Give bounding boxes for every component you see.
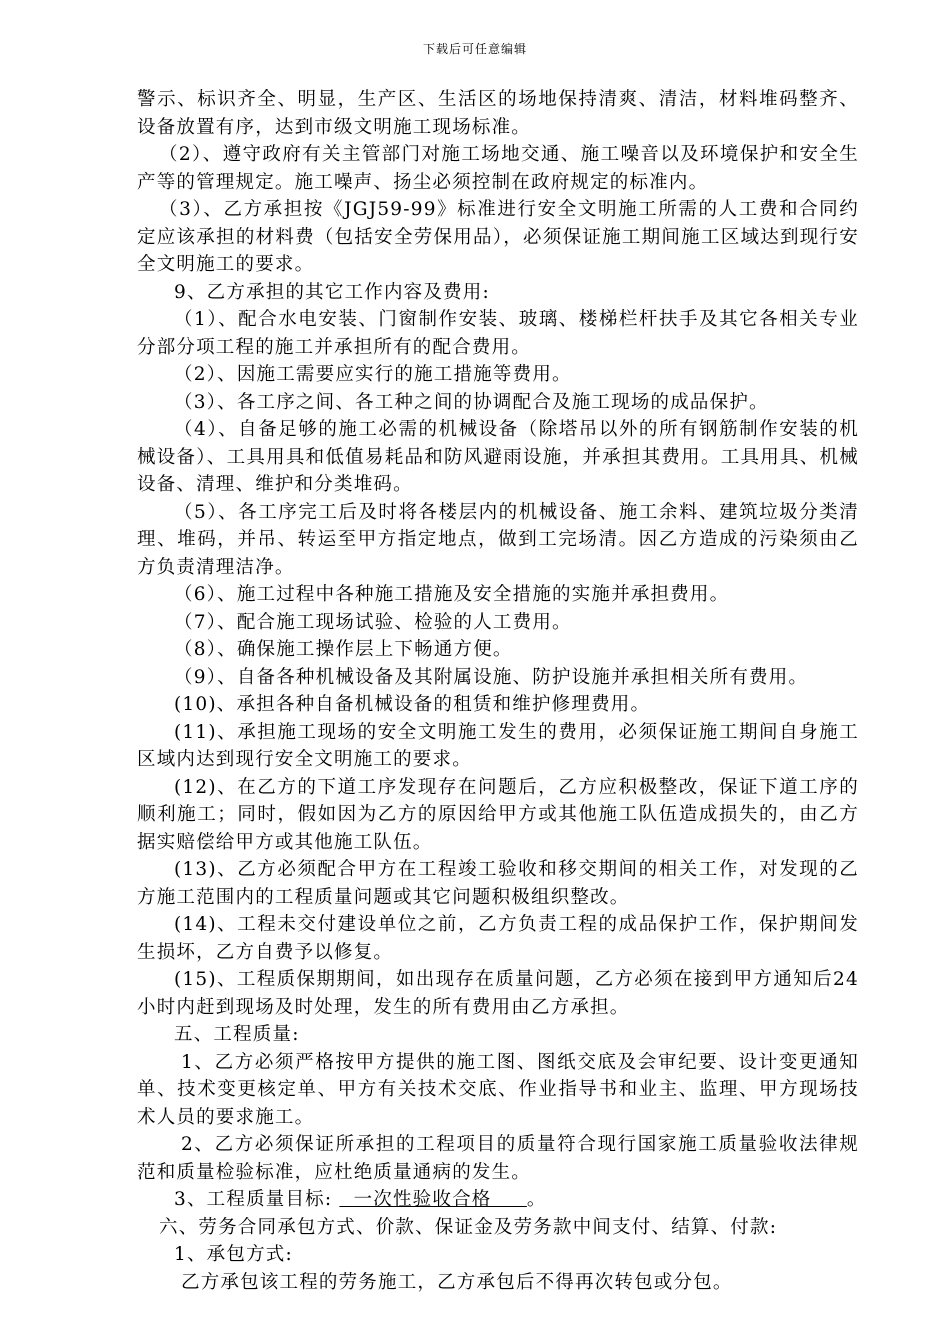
- quality-target-value: [339, 1189, 526, 1210]
- paragraph: （4）、自备足够的施工必需的机械设备（除塔吊以外的所有钢筋制作安装的机械设备）、工具用具和低值易耗品和防风避雨设施，并承担其费用。工具用具、机械设备、清理、维护和分类堆码。: [137, 419, 859, 495]
- paragraph: （3）、各工序之间、各工种之间的协调配合及施工现场的成品保护。: [174, 391, 769, 413]
- paragraph: （3）、乙方承担按《JGJ59-99》标准进行安全文明施工所需的人工费和合同约定应该承担的材料费（包括安全劳保用品），必须保证施工期间施工区域达到现行安全文明施工的要求。: [137, 199, 859, 275]
- paragraph: （8）、确保施工操作层上下畅通方便。: [174, 639, 513, 660]
- quality-target-end: 。: [526, 1189, 547, 1210]
- paragraph: (12)、在乙方的下道工序发现存在问题后，乙方应积极整改，保证下道工序的顺利施工；同时，假如因为乙方的原因给甲方或其他施工队伍造成损失的，由乙方据实赔偿给甲方或其他施工队伍。: [137, 776, 859, 853]
- paragraph: 乙方承包该工程的劳务施工，乙方承包后不得再次转包或分包。: [181, 1271, 733, 1293]
- paragraph: 1、乙方必须严格按甲方提供的施工图、图纸交底及会审纪要、设计变更通知单、技术变更核定单、甲方有关技术交底、作业指导书和业主、监理、甲方现场技术人员的要求施工。: [137, 1051, 859, 1128]
- paragraph: 1、承包方式:: [174, 1244, 293, 1265]
- page-header: 下载后可任意编辑: [422, 42, 527, 56]
- paragraphs-after: [137, 1214, 859, 1297]
- paragraph: (11)、承担施工现场的安全文明施工发生的费用，必须保证施工期间自身施工区域内达到现行安全文明施工的要求。: [137, 721, 859, 770]
- paragraph: (10)、承担各种自备机械设备的租赁和维护修理费用。: [174, 694, 651, 715]
- paragraph: 五、工程质量:: [174, 1024, 300, 1045]
- quality-target-label: 3、工程质量目标:: [174, 1189, 333, 1210]
- document-body: [137, 86, 859, 1296]
- quality-target-line: [137, 1186, 859, 1214]
- paragraph: （2）、遵守政府有关主管部门对施工场地交通、施工噪音以及环境保护和安全生产等的管理规定。施工噪声、扬尘必须控制在政府规定的标准内。: [137, 144, 859, 193]
- paragraph: （5）、各工序完工后及时将各楼层内的机械设备、施工余料、建筑垃圾分类清理、堆码，并吊、转运至甲方指定地点，做到工完场清。因乙方造成的污染须由乙方负责清理洁净。: [137, 501, 859, 578]
- paragraph: （9）、自备各种机械设备及其附属设施、防护设施并承担相关所有费用。: [174, 666, 809, 688]
- paragraph: (14)、工程未交付建设单位之前，乙方负责工程的成品保护工作，保护期间发生损坏，乙方自费予以修复。: [137, 914, 859, 963]
- paragraph: （6）、施工过程中各种施工措施及安全措施的实施并承担费用。: [174, 584, 730, 605]
- paragraph: (15)、工程质保期期间，如出现存在质量问题，乙方必须在接到甲方通知后24小时内赶到现场及时处理，发生的所有费用由乙方承担。: [137, 969, 859, 1018]
- paragraph: 2、乙方必须保证所承担的工程项目的质量符合现行国家施工质量验收法律规范和质量检验标准，应杜绝质量通病的发生。: [137, 1134, 859, 1183]
- paragraph: 六、劳务合同承包方式、价款、保证金及劳务款中间支付、结算、付款:: [159, 1216, 778, 1238]
- quality-target-value-text: 一次性验收合格: [353, 1189, 492, 1210]
- paragraph: （2）、因施工需要应实行的施工措施等费用。: [174, 364, 572, 385]
- paragraphs-before: [137, 86, 859, 1186]
- paragraph: 9、乙方承担的其它工作内容及费用:: [174, 281, 490, 303]
- paragraph: （7）、配合施工现场试验、检验的人工费用。: [174, 611, 572, 633]
- paragraph: (13)、乙方必须配合甲方在工程竣工验收和移交期间的相关工作，对发现的乙方施工范围内的工程质量问题或其它问题积极组织整改。: [137, 859, 859, 908]
- paragraph: （1）、配合水电安装、门窗制作安装、玻璃、楼梯栏杆扶手及其它各相关专业分部分项工程的施工并承担所有的配合费用。: [137, 309, 859, 358]
- paragraph: 警示、标识齐全、明显，生产区、生活区的场地保持清爽、清洁，材料堆码整齐、设备放置有序，达到市级文明施工现场标准。: [137, 89, 859, 138]
